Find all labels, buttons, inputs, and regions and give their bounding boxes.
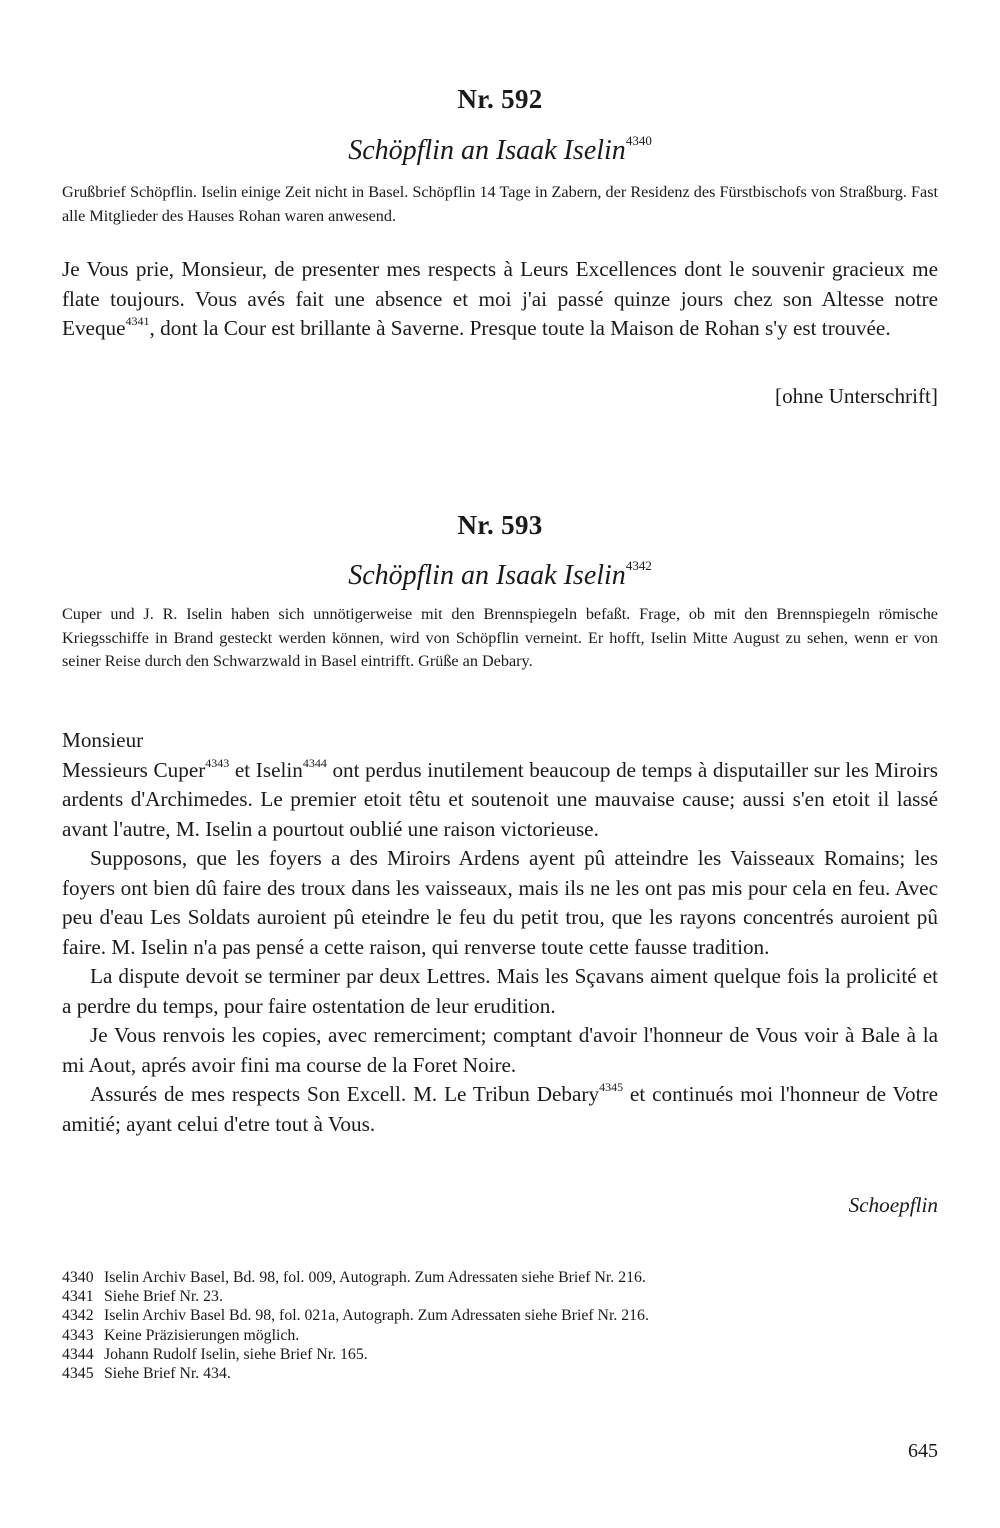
- footnote-number: 4345: [62, 1365, 94, 1383]
- footnote-ref: 4345: [599, 1080, 624, 1094]
- body-text-segment: et continués moi l'honneur de Votre amitié; ayant celui d'etre tout à Vous.: [62, 1082, 938, 1136]
- footnotes: [62, 1268, 938, 1383]
- body-text-segment: Assurés de mes respects Son Excell. M. Le Tribun Debary: [90, 1082, 600, 1106]
- letter-title: [62, 558, 938, 592]
- footnote: [62, 1345, 938, 1364]
- letter-title: [62, 133, 938, 167]
- body-paragraph: Je Vous renvois les copies, avec remerciment; comptant d'avoir l'honneur de Vous voir à Bale à la mi Aout, aprés avoir fini ma course de la Foret Noire.: [62, 1023, 938, 1077]
- footnote-text: Siehe Brief Nr. 23.: [104, 1288, 223, 1306]
- body-text-segment: ont perdus inutilement beaucoup de temps à disputailler sur les Miroirs ardents d'Archimedes. Le premier etoit têtu et soutenoit une mauvaise cause; aussi s'en etoit il lassé avant l'autre, M. Iselin a pourtout oublié une raison victorieuse.: [62, 757, 938, 841]
- body-paragraph: [62, 756, 938, 845]
- body-paragraph: [62, 255, 938, 344]
- body-text-segment: et Iselin: [229, 757, 303, 782]
- body-paragraph: La dispute devoit se terminer par deux Lettres. Mais les Sçavans aiment quelque fois la prolicité et a perdre du temps, pour faire ostentation de leur erudition.: [62, 964, 938, 1018]
- body-text-segment: Messieurs Cuper: [62, 757, 206, 782]
- footnote: [62, 1287, 938, 1306]
- page-number: 645: [908, 1440, 938, 1462]
- footnote: [62, 1326, 938, 1345]
- footnote-ref: 4340: [625, 133, 652, 148]
- footnote-number: 4343: [62, 1326, 94, 1344]
- letter-summary: Cuper und J. R. Iselin haben sich unnötigerweise mit den Brennspiegeln befaßt. Frage, ob mit den Brennspiegeln römische Kriegsschiffe in Brand gesteckt werden können, wird von Schöpflin verneint. Er hofft, Iselin Mitte August zu sehen, wenn er von seiner Reise durch den Schwarzwald in Basel eintrifft. Grüße an Debary.: [62, 605, 938, 670]
- footnote-text: Johann Rudolf Iselin, siehe Brief Nr. 165.: [104, 1345, 368, 1363]
- footnote-text: Iselin Archiv Basel, Bd. 98, fol. 009, Autograph. Zum Adressaten siehe Brief Nr. 216.: [104, 1269, 646, 1286]
- letter-title-text: Schöpflin an Isaak Iselin: [348, 560, 626, 591]
- footnote-text: Siehe Brief Nr. 434.: [104, 1365, 231, 1383]
- footnote-text: Keine Präzisierungen möglich.: [104, 1326, 300, 1344]
- footnote-number: 4342: [62, 1307, 94, 1325]
- letter-title-text: Schöpflin an Isaak Iselin: [348, 135, 626, 166]
- footnote-number: 4340: [62, 1269, 94, 1286]
- body-text-segment: Je Vous prie, Monsieur, de presenter mes respects à Leurs Excellences dont le souvenir gracieux me flate toujours. Vous avés fait une absence et moi j'ai passé quinze jours chez son Altesse notre Eveque: [62, 257, 938, 340]
- footnote-ref: 4344: [302, 755, 327, 770]
- signature: Schoepflin: [848, 1193, 938, 1217]
- body-paragraph: Supposons, que les foyers a des Miroirs Ardens ayent pû atteindre les Vaisseaux Romains; les foyers ont bien dû faire des troux dans les vaisseaux, mais ils ne les ont pas mis pour cela en feu. Avec peu d'eau Les Soldats auroient pû eteindre le feu du petit trou, que les rayons concentrés auroient pû faire. M. Iselin n'a pas pensé a cette raison, qui renverse toute cette fausse tradition.: [62, 846, 938, 959]
- footnote: [62, 1364, 938, 1383]
- footnote-ref: 4343: [205, 755, 230, 770]
- footnote-text: Iselin Archiv Basel Bd. 98, fol. 021a, Autograph. Zum Adressaten siehe Brief Nr. 216.: [104, 1307, 649, 1325]
- footnote-ref: 4342: [625, 558, 652, 573]
- letter-closing: [ohne Unterschrift]: [775, 384, 938, 408]
- salutation: Monsieur: [62, 728, 144, 752]
- letter-body: [62, 255, 938, 344]
- footnote-number: 4341: [62, 1288, 94, 1306]
- body-text-segment: , dont la Cour est brillante à Saverne. Presque toute la Maison de Rohan s'y est trouvée.: [149, 316, 891, 340]
- footnote: [62, 1306, 938, 1325]
- letter-number: Nr. 592: [457, 84, 543, 114]
- footnote-ref: 4341: [125, 314, 150, 328]
- footnote-number: 4344: [62, 1345, 94, 1363]
- letter-body: [62, 726, 938, 1139]
- letter-number: Nr. 593: [457, 510, 543, 540]
- letter-summary: Grußbrief Schöpflin. Iselin einige Zeit nicht in Basel. Schöpflin 14 Tage in Zabern, der Residenz des Fürstbischofs von Straßburg. Fast alle Mitglieder des Hauses Rohan waren anwesend.: [62, 183, 938, 225]
- body-paragraph: [62, 1080, 938, 1139]
- footnote: [62, 1268, 938, 1287]
